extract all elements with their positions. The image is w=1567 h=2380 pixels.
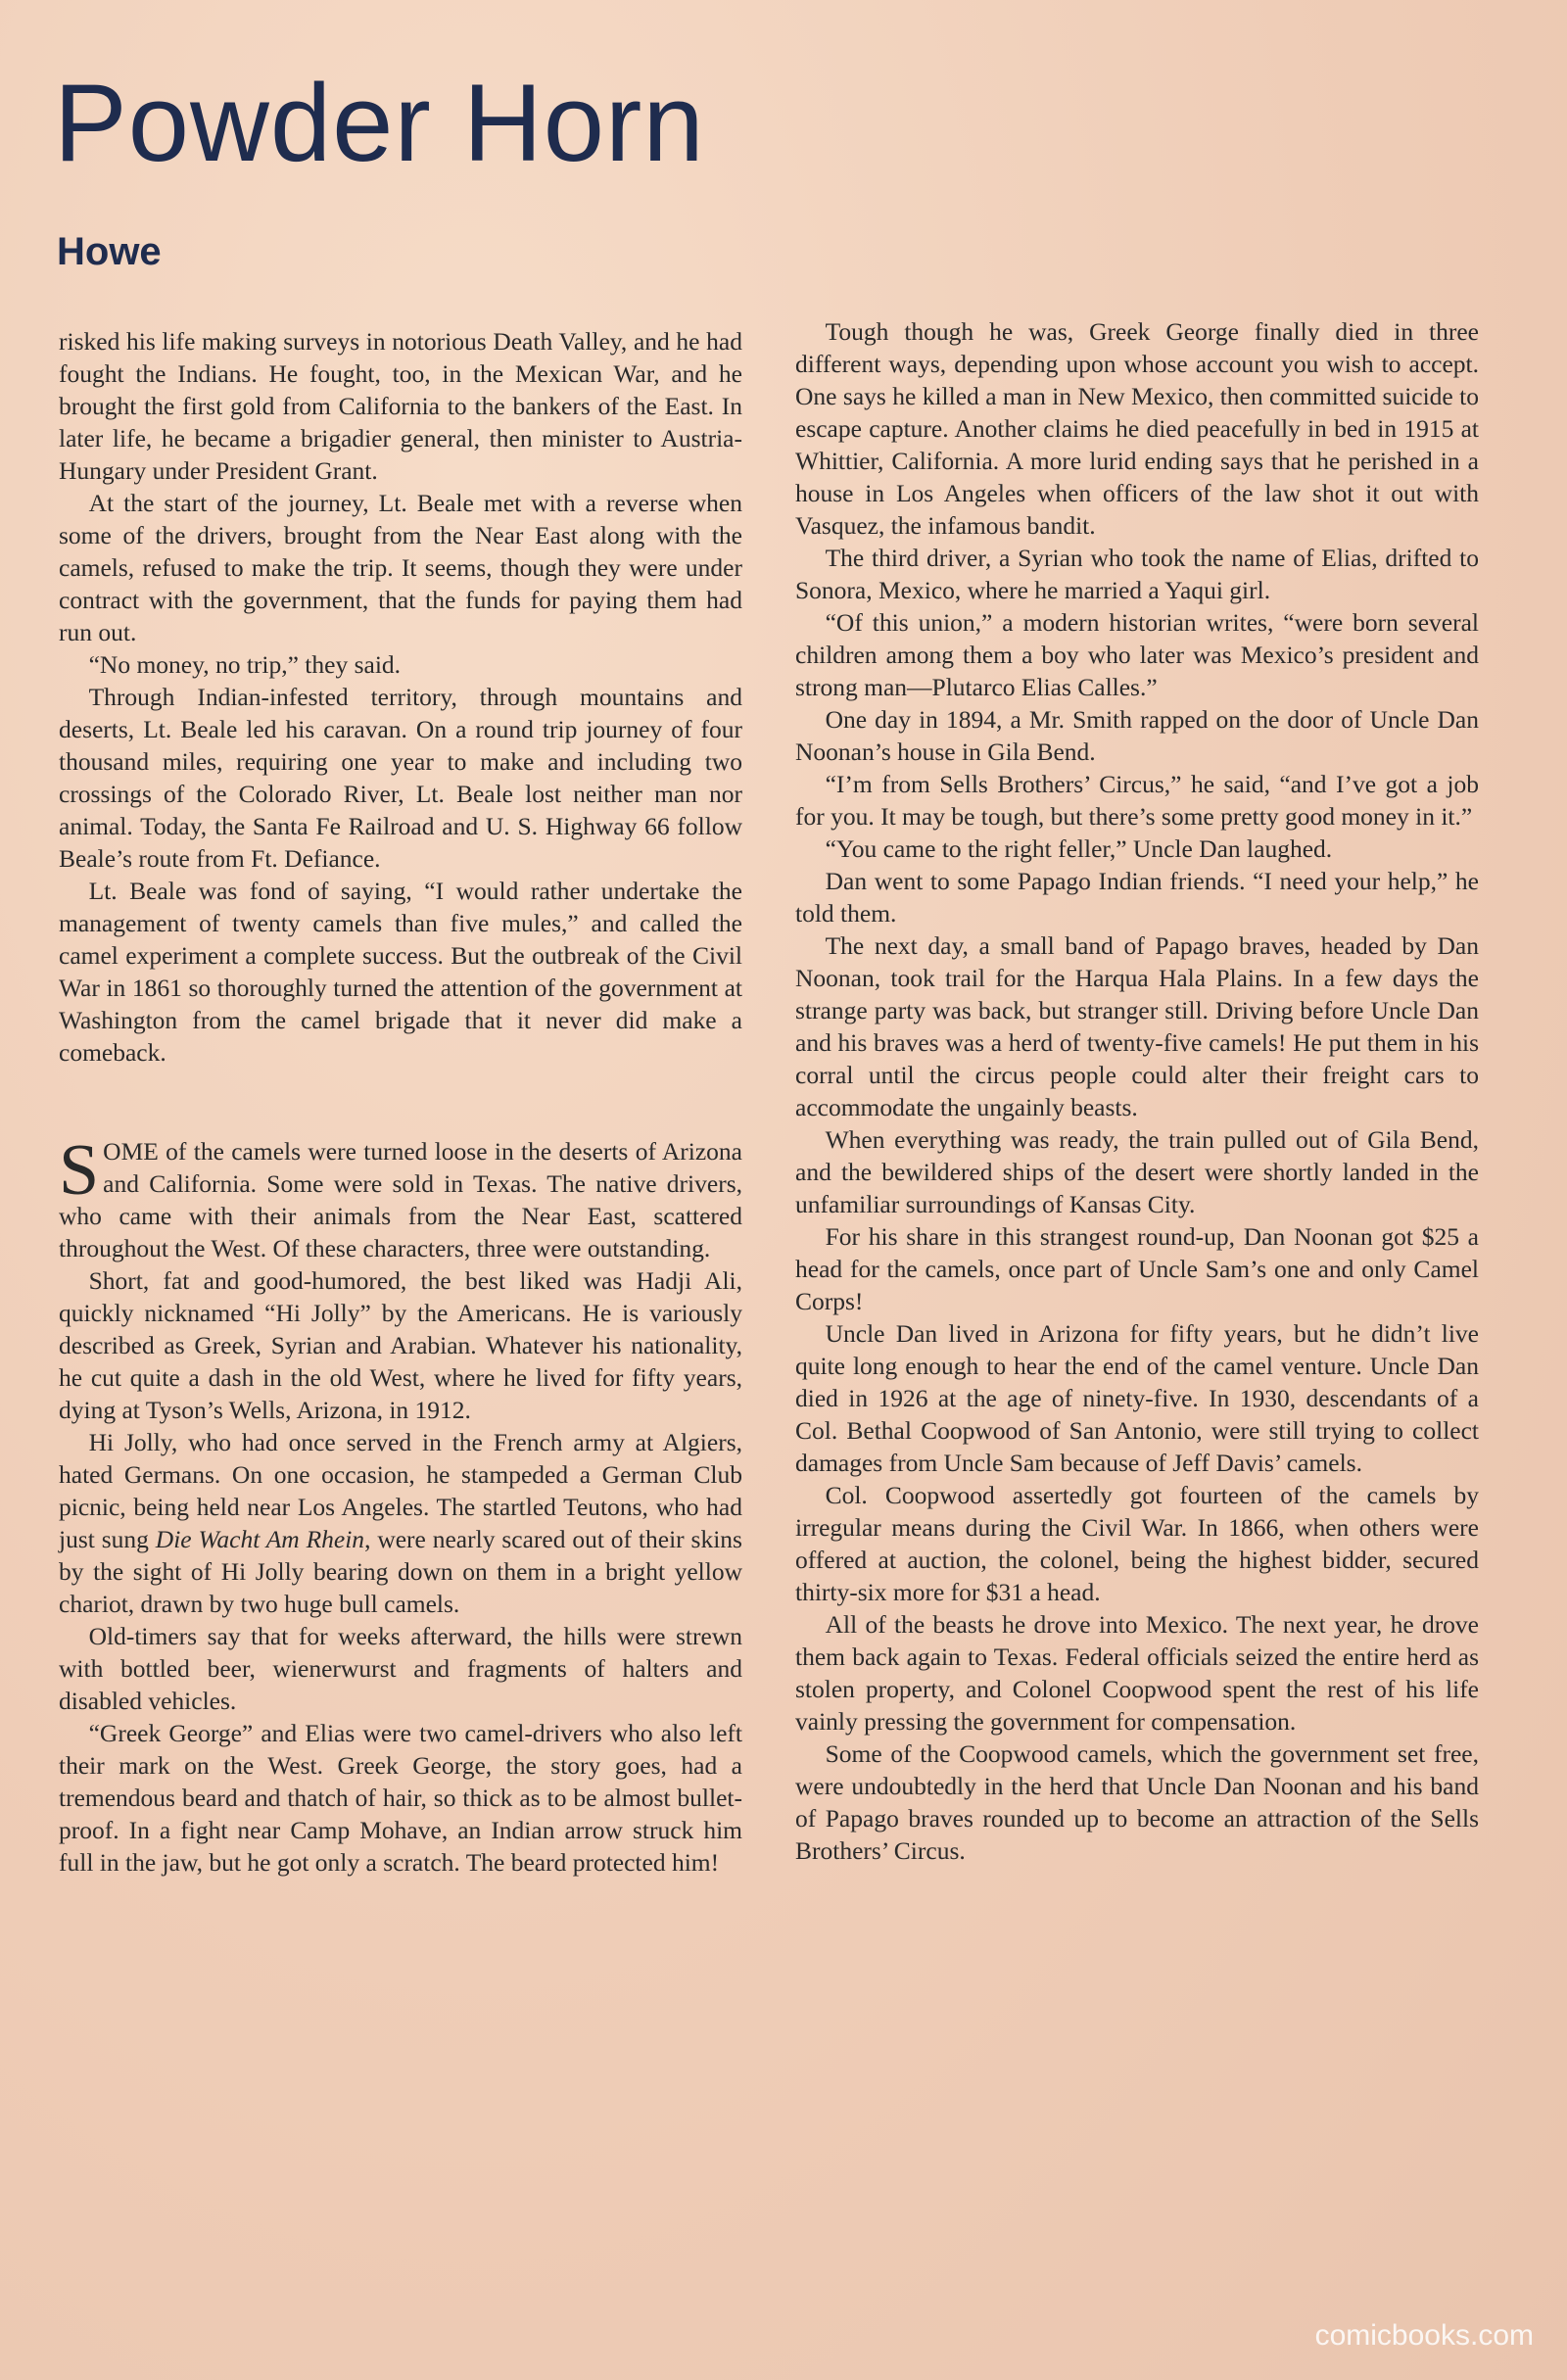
paragraph: For his share in this strangest round-up, Dan Noonan got $25 a head for the camels, once part of Uncle Sam’s one and only Camel Corps!: [795, 1222, 1479, 1315]
song-title: Die Wacht Am Rhein: [155, 1525, 365, 1553]
paragraph: Lt. Beale was fond of saying, “I would rather undertake the management of twenty camels than five mules,” and called the camel experiment a complete success. But the outbreak of the Civil War in 1861 so thoroughly turned the attention of the government at Washington from the camel brigade that it never did make a comeback.: [59, 877, 742, 1067]
paragraph: One day in 1894, a Mr. Smith rapped on the door of Uncle Dan Noonan’s house in Gila Bend.: [795, 705, 1479, 766]
paragraph: Through Indian-infested territory, through mountains and deserts, Lt. Beale led his caravan. On a round trip journey of four thousand miles, requiring one year to make and including two crossings of the Colorado River, Lt. Beale lost neither man nor animal. Today, the Santa Fe Railroad and U. S. Highway 66 follow Beale’s route from Ft. Defiance.: [59, 683, 742, 873]
paragraph: risked his life making surveys in notorious Death Valley, and he had fought the Indians. He fought, too, in the Mexican War, and he brought the first gold from California to the bankers of the East. In later life, he became a brigadier general, then minister to Austria-Hungary under President Grant.: [59, 327, 742, 485]
paragraph: “Of this union,” a modern historian writes, “were born several children among them a boy who later was Mexico’s president and strong man—Plutarco Elias Calles.”: [795, 608, 1479, 701]
paragraph: Tough though he was, Greek George finally died in three different ways, depending upon whose account you wish to accept. One says he killed a man in New Mexico, then committed suicide to escape capture. Another claims he died peacefully in bed in 1915 at Whittier, California. A more lurid ending says that he perished in a house in Los Angeles when officers of the law shot it out with Vasquez, the infamous bandit.: [795, 317, 1479, 540]
paragraph: The next day, a small band of Papago braves, headed by Dan Noonan, took trail for the Harqua Hala Plains. In a few days the strange party was back, but stranger still. Driving before Uncle Dan and his braves was a herd of twenty-five camels! He put them in his corral until the circus people could alter their freight cars to accommodate the ungainly beasts.: [795, 931, 1479, 1121]
paragraph: “I’m from Sells Brothers’ Circus,” he said, “and I’ve got a job for you. It may be tough, but there’s some pretty good money in it.”: [795, 770, 1479, 831]
right-text-column: [795, 315, 1479, 1867]
paragraph: Uncle Dan lived in Arizona for fifty years, but he didn’t live quite long enough to hear the end of the camel venture. Uncle Dan died in 1926 at the age of ninety-five. In 1930, descendants of a Col. Bethal Coopwood of San Antonio, were still trying to collect damages from Uncle Sam because of Jeff Davis’ camels.: [795, 1319, 1479, 1477]
paragraph: “You came to the right feller,” Uncle Dan laughed.: [825, 834, 1333, 863]
drop-cap-letter: S: [59, 1130, 100, 1211]
paragraph: Col. Coopwood assertedly got fourteen of the camels by irregular means during the Civil War. In 1866, when others were offered at auction, the colonel, being the highest bidder, secured thirty-six more for $31 a head.: [795, 1481, 1479, 1606]
paragraph: The third driver, a Syrian who took the name of Elias, drifted to Sonora, Mexico, where he married a Yaqui girl.: [795, 544, 1479, 604]
author-byline: Howe: [57, 230, 162, 273]
story-title: Powder Horn: [54, 62, 705, 184]
dropcap-paragraph-text: OME of the camels were turned loose in the deserts of Arizona and California. Some were sold in Texas. The native drivers, who came with their animals from the Near East, scattered throughout the West. Of these characters, three were outstanding.: [59, 1137, 742, 1262]
paragraph: Dan went to some Papago Indian friends. “I need your help,” he told them.: [795, 867, 1479, 928]
paragraph: At the start of the journey, Lt. Beale met with a reverse when some of the drivers, brought from the Near East along with the camels, refused to make the trip. It seems, though they were under contract with the government, that the funds for paying them had run out.: [59, 489, 742, 646]
paragraph: [59, 1426, 742, 1620]
paragraph: “Greek George” and Elias were two camel-drivers who also left their mark on the West. Greek George, the story goes, had a tremendous beard and thatch of hair, so thick as to be almost bullet-proof. In a fight near Camp Mohave, an Indian arrow struck him full in the jaw, but he got only a scratch. The beard protected him!: [59, 1719, 742, 1877]
site-watermark: comicbooks.com: [1314, 2319, 1534, 2352]
paragraph: Old-timers say that for weeks afterward, the hills were strewn with bottled beer, wienerwurst and fragments of halters and disabled vehicles.: [59, 1622, 742, 1715]
section-break: [59, 1069, 742, 1135]
paragraph: When everything was ready, the train pulled out of Gila Bend, and the bewildered ships of the desert were shortly landed in the unfamiliar surroundings of Kansas City.: [795, 1125, 1479, 1218]
paragraph: Some of the Coopwood camels, which the government set free, were undoubtedly in the herd that Uncle Dan Noonan and his band of Papago braves rounded up to become an attraction of the Sells Brothers’ Circus.: [795, 1739, 1479, 1865]
paragraph: All of the beasts he drove into Mexico. The next year, he drove them back again to Texas. Federal officials seized the entire herd as stolen property, and Colonel Coopwood spent the rest of his life vainly pressing the government for compensation.: [795, 1610, 1479, 1736]
paragraph-text: Hi Jolly, who had once served in the French army at Algiers, hated Germans. On one occasion, he stampeded a German Club picnic, being held near Los Angeles. The startled Teutons, who had just sung: [59, 1428, 742, 1553]
left-text-column: [59, 325, 742, 1879]
paragraph-with-dropcap: [59, 1130, 742, 1264]
paragraph: Short, fat and good-humored, the best liked was Hadji Ali, quickly nicknamed “Hi Jolly” by the Americans. He is variously described as Greek, Syrian and Arabian. Whatever his nationality, he cut quite a dash in the old West, where he lived for fifty years, dying at Tyson’s Wells, Arizona, in 1912.: [59, 1266, 742, 1424]
paragraph: “No money, no trip,” they said.: [88, 650, 402, 679]
paragraph-text: , were nearly scared out of their skins by the sight of Hi Jolly bearing down on them in a bright yellow chariot, drawn by two huge bull camels.: [59, 1525, 742, 1618]
